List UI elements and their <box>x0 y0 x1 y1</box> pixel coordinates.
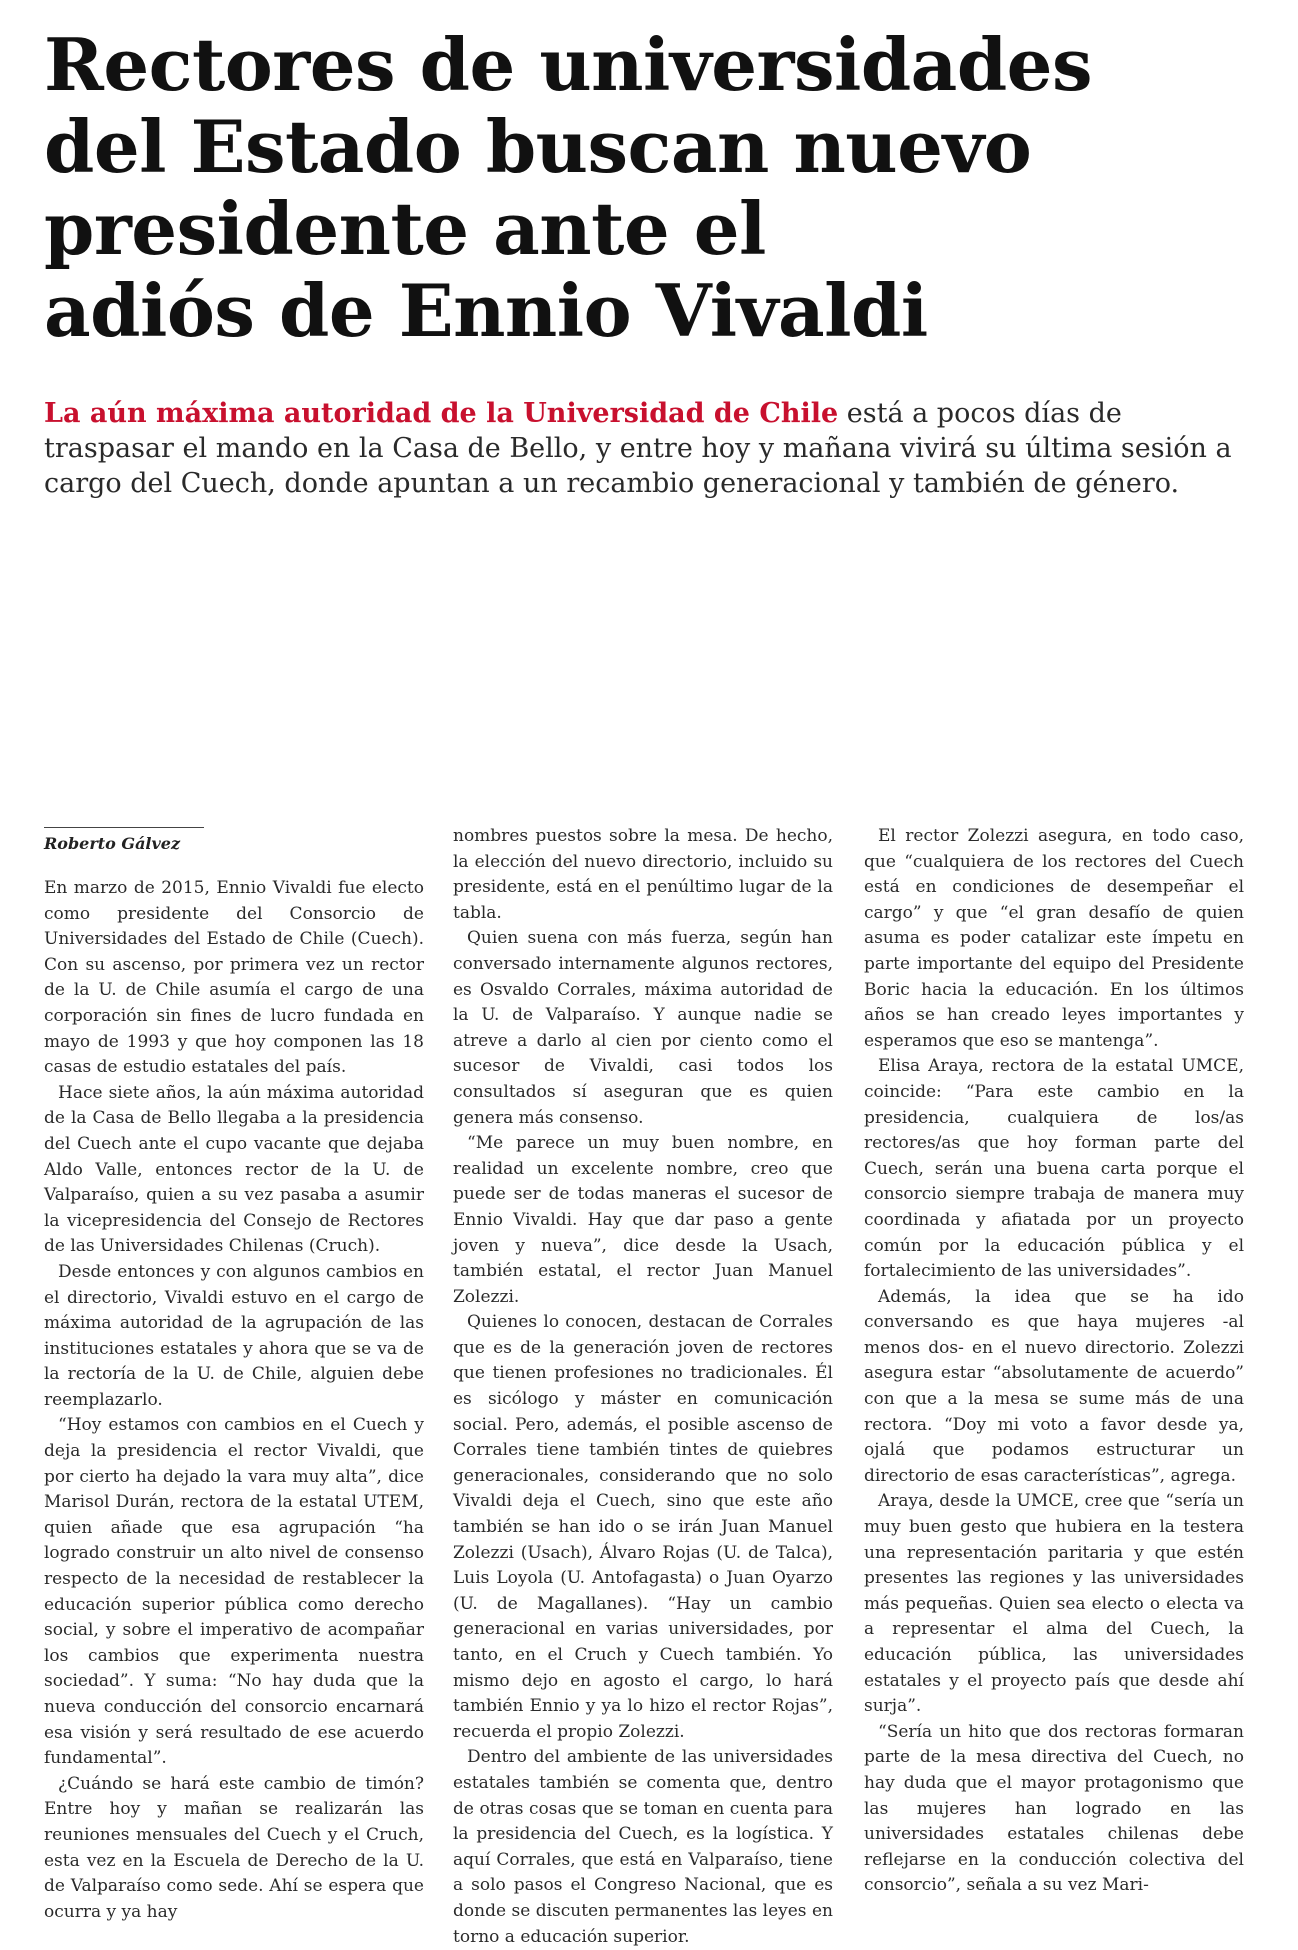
body-paragraph: “Sería un hito que dos rectoras formaran parte de la mesa directiva del Cuech, no hay duda que el mayor protagonismo que las mujeres han logrado en las universidades estatales chilenas debe reflejarse en la conducción colectiva del consorcio”, señala a su vez Mari- <box>864 1721 1244 1896</box>
body-paragraph: El rector Zolezzi asegura, en todo caso, que “cualquiera de los rectores del Cuech está en condiciones de desempeñar el cargo” y que “el gran desafío de quien asuma es poder catalizar este ímpetu en parte importante del equipo del Presidente Boric hacia la educación. En los últimos años se han creado leyes importantes y esperamos que eso se mantenga”. <box>864 826 1244 1051</box>
body-paragraph: “Me parece un muy buen nombre, en realidad un excelente nombre, creo que puede ser de todas maneras el sucesor de Ennio Vivaldi. Hay que dar paso a gente joven y nueva”, dice desde la Usach, también estatal, el rector Juan Manuel Zolezzi. <box>453 1133 833 1307</box>
body-paragraph: Dentro del ambiente de las universidades estatales también se comenta que, dentro de otras cosas que se toman en cuenta para la presidencia del Cuech, es la logística. Y aquí Corrales, que está en Valparaíso, tiene a solo pasos el Congreso Nacional, que es donde se discuten permanentes las leyes en torno a educación superior. <box>453 1747 833 1947</box>
lead-paragraph <box>44 396 1254 501</box>
body-paragraph: Además, la idea que se ha ido conversando es que haya mujeres -al menos dos- en el nuevo directorio. Zolezzi asegura estar “absolutamente de acuerdo” con que a la mesa se sume más de una rectora. “Doy mi voto a favor desde ya, ojalá que podamos estructurar un directorio de esas características”, agrega. <box>864 1286 1244 1486</box>
body-paragraph: Araya, desde la UMCE, cree que “sería un muy buen gesto que hubiera en la testera una representación paritaria y que estén presentes las regiones y las universidades más pequeñas. Quien sea electo o electa va a representar el alma del Cuech, la educación pública, las universidades estatales y el proyecto país que desde ahí surja”. <box>864 1491 1244 1717</box>
body-paragraph: “Hoy estamos con cambios en el Cuech y deja la presidencia el rector Vivaldi, que por cierto ha dejado la vara muy alta”, dice Marisol Durán, rectora de la estatal UTEM, quien añade que esa agrupación “ha logrado construir un alto nivel de consenso respecto de la necesidad de restablecer la educación superior pública como derecho social, y sobre el imperativo de acompañar los cambios que experimenta nuestra sociedad”. Y suma: “No hay duda que la nueva conducción del consorcio encarnará esa visión y será resultado de ese acuerdo fundamental”. <box>44 1415 424 1769</box>
headline-line: presidente ante el <box>44 186 766 271</box>
lead-highlight: La aún máxima autoridad de la Universidad de Chile <box>44 398 839 429</box>
headline-line: adiós de Ennio Vivaldi <box>44 268 928 353</box>
headline <box>44 24 1264 352</box>
body-paragraph: En marzo de 2015, Ennio Vivaldi fue electo como presidente del Consorcio de Universidades del Estado de Chile (Cuech). Con su ascenso, por primera vez un rector de la U. de Chile asumía el cargo de una corporación sin fines de lucro fundada en mayo de 1993 y que hoy componen las 18 casas de estudio estatales del país. <box>44 878 424 1078</box>
article-column-2 <box>453 824 833 1950</box>
body-paragraph: ¿Cuándo se hará este cambio de timón? Entre hoy y mañan se realizarán las reuniones mensuales del Cuech y el Cruch, esta vez en la Escuela de Derecho de la U. de Valparaíso como sede. Ahí se espera que ocurra y ya hay <box>44 1773 424 1922</box>
lead-text: está a pocos días de traspasar el mando en la Casa de Bello, y entre hoy y mañana vivirá su última sesión a cargo del Cuech, donde apuntan a un recambio generacional y también de género. <box>44 398 1232 499</box>
byline: Roberto Gálvez <box>44 834 181 853</box>
body-paragraph: Desde entonces y con algunos cambios en el directorio, Vivaldi estuvo en el cargo de máxima autoridad de la agrupación de las instituciones estatales y ahora que se va de la rectoría de la U. de Chile, alguien debe reemplazarlo. <box>44 1261 424 1410</box>
headline-line: Rectores de universidades <box>44 22 1093 107</box>
body-paragraph: Elisa Araya, rectora de la estatal UMCE, coincide: “Para este cambio en la presidencia, cualquiera de los/as rectores/as que hoy forman parte del Cuech, serán una buena carta porque el consorcio siempre trabaja de manera muy coordinada y afiatada por un proyecto común por la educación pública y el fortalecimiento de las universidades”. <box>864 1056 1244 1282</box>
body-paragraph: Hace siete años, la aún máxima autoridad de la Casa de Bello llegaba a la presidencia del Cuech ante el cupo vacante que dejaba Aldo Valle, entonces rector de la U. de Valparaíso, quien a su vez pasaba a asumir la vicepresidencia del Consejo de Rectores de las Universidades Chilenas (Cruch). <box>44 1082 424 1257</box>
byline-rule <box>44 827 204 828</box>
article-column-1 <box>44 876 424 1925</box>
body-paragraph: Quienes lo conocen, destacan de Corrales que es de la generación joven de rectores que tienen profesiones no tradicionales. Él es sicólogo y máster en comunicación social. Pero, además, el posible ascenso de Corrales tiene también tintes de quiebres generacionales, considerando que no solo Vivaldi deja el Cuech, sino que este año también se han ido o se irán Juan Manuel Zolezzi (Usach), Álvaro Rojas (U. de Talca), Luis Loyola (U. Antofagasta) o Juan Oyarzo (U. de Magallanes). “Hay un cambio generacional en varias universidades, por tanto, en el Cruch y Cuech también. Yo mismo dejo en agosto el cargo, lo hará también Ennio y ya lo hizo el rector Rojas”, recuerda el propio Zolezzi. <box>453 1312 833 1742</box>
body-paragraph: nombres puestos sobre la mesa. De hecho, la elección del nuevo directorio, incluido su presidente, está en el penúltimo lugar de la tabla. <box>453 826 833 923</box>
headline-line: del Estado buscan nuevo <box>44 104 1032 189</box>
body-paragraph: Quien suena con más fuerza, según han conversado internamente algunos rectores, es Osvaldo Corrales, máxima autoridad de la U. de Valparaíso. Y aunque nadie se atreve a darlo al cien por ciento como el sucesor de Vivaldi, casi todos los consultados sí aseguran que es quien genera más consenso. <box>453 928 833 1128</box>
article-column-3 <box>864 824 1244 1899</box>
